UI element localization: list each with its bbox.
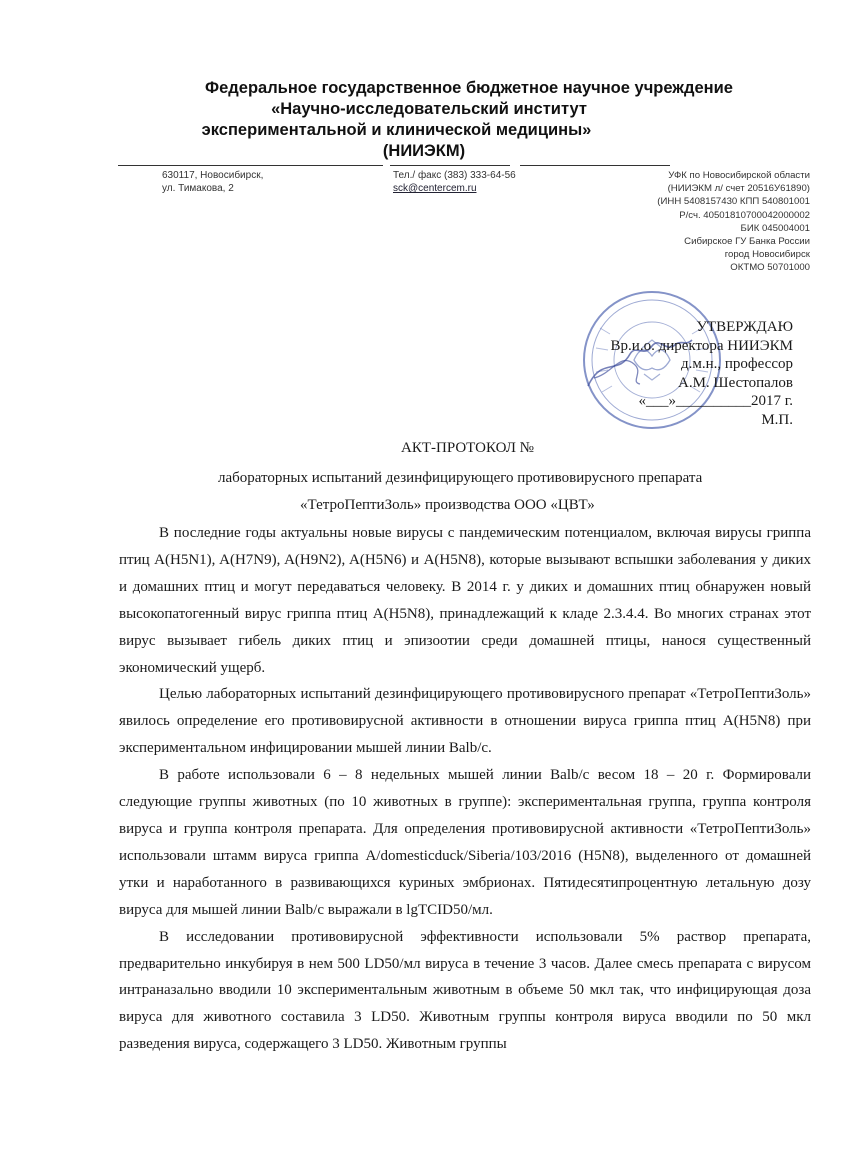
paragraph-1: В последние годы актуальны новые вирусы с пандемическим потенциалом, включая вирусы гриппа птиц A(H5N1), A(H7N9), A(H9N2), A(H5N6) и A(H5N8), которые вызывают вспышки заболевания у диких и домашних птиц и могут передаваться человеку. В 2014 г. у диких и домашних птиц обнаружен новый высокопатогенный вирус гриппа птиц A(H5N8), принадлежащий к кладе 2.3.4.4. Во многих странах этот вирус вызывает гибель диких птиц и эпизоотии среди домашней птицы, нанося существенный экономический ущерб. <box>119 525 811 676</box>
institution-header <box>0 78 848 162</box>
approval-line-4: А.М. Шестопалов <box>678 374 793 391</box>
contact-block <box>393 169 516 195</box>
bank-details <box>657 169 810 275</box>
header-line-1: Федеральное государственное бюджетное научное учреждение <box>205 79 733 97</box>
paragraph-4: В исследовании противовирусной эффективности использовали 5% раствор препарата, предварительно инкубируя в нем 500 LD50/мл вируса в течение 3 часов. Далее смесь препарата с вирусом интраназально вводили 10 экспериментальным животным в объеме 50 мкл так, что инфицирующая доза вируса для животного составила 3 LD50. Животным группы контроля вируса вводили по 50 мкл разведения вируса, содержащего 3 LD50. Животным группы <box>119 928 811 1053</box>
bank-line-8: ОКТМО 50701000 <box>730 262 810 274</box>
paragraph-3: В работе использовали 6 – 8 недельных мышей линии Balb/c весом 18 – 20 г. Формировали следующие группы животных (по 10 животных в группе): экспериментальная группа, группа контроля вируса и группа контроля препарата. Для определения противовирусной активности «ТетроПептиЗоль» использовали штамм вируса гриппа A/domesticduck/Siberia/103/2016 (H5N8), выделенного от домашней утки и наработанного в развивающихся куриных эмбрионах. Пятидесятипроцентную летальную дозу вируса для мышей линии Balb/c выражали в lgTCID50/мл. <box>119 767 811 918</box>
bank-line-1: УФК по Новосибирской области <box>668 170 810 181</box>
header-rule-right <box>520 165 670 166</box>
bank-line-4: Р/сч. 40501810700042000002 <box>679 209 810 221</box>
document-body <box>119 520 811 1058</box>
document-subtitle-line-2: «ТетроПептиЗоль» производства ООО «ЦВТ» <box>300 497 595 513</box>
approval-block <box>611 318 793 429</box>
header-line-2: «Научно-исследовательский институт <box>271 100 587 118</box>
header-rule-left <box>118 165 383 166</box>
address-line-2: ул. Тимакова, 2 <box>162 183 234 194</box>
approval-line-6: М.П. <box>761 411 793 428</box>
address-line-1: 630117, Новосибирск, <box>162 170 264 181</box>
bank-line-2: (НИИЭКМ л/ счет 20516У61890) <box>667 183 810 195</box>
bank-line-7: город Новосибирск <box>724 249 810 261</box>
header-rule-middle <box>390 165 510 166</box>
approval-line-3: д.м.н., профессор <box>681 356 793 372</box>
phone-text: Тел./ факс (383) 333-64-56 <box>393 170 516 181</box>
approval-line-1: УТВЕРЖДАЮ <box>696 319 793 335</box>
document-title: АКТ-ПРОТОКОЛ № <box>401 440 534 456</box>
header-line-4: (НИИЭКМ) <box>382 142 466 160</box>
address-block <box>162 169 263 195</box>
email-link[interactable]: sck@centercem.ru <box>393 183 477 194</box>
bank-line-6: Сибирское ГУ Банка России <box>684 236 810 248</box>
bank-line-5: БИК 045004001 <box>740 222 810 234</box>
bank-line-3: (ИНН 5408157430 КПП 540801001 <box>657 196 810 208</box>
approval-line-5: «___»__________2017 г. <box>638 393 793 409</box>
approval-line-2: Вр.и.о. директора НИИЭКМ <box>610 337 793 354</box>
paragraph-2: Целью лабораторных испытаний дезинфицирующего противовирусного препарат «ТетроПептиЗоль» явилось определение его противовирусной активности в отношении вируса гриппа птиц A(H5N8) при экспериментальном инфицировании мышей линии Balb/c. <box>119 686 811 757</box>
header-line-3: экспериментальной и клинической медицины» <box>201 121 592 139</box>
document-subtitle-line-1: лабораторных испытаний дезинфицирующего противовирусного препарата <box>218 470 703 486</box>
